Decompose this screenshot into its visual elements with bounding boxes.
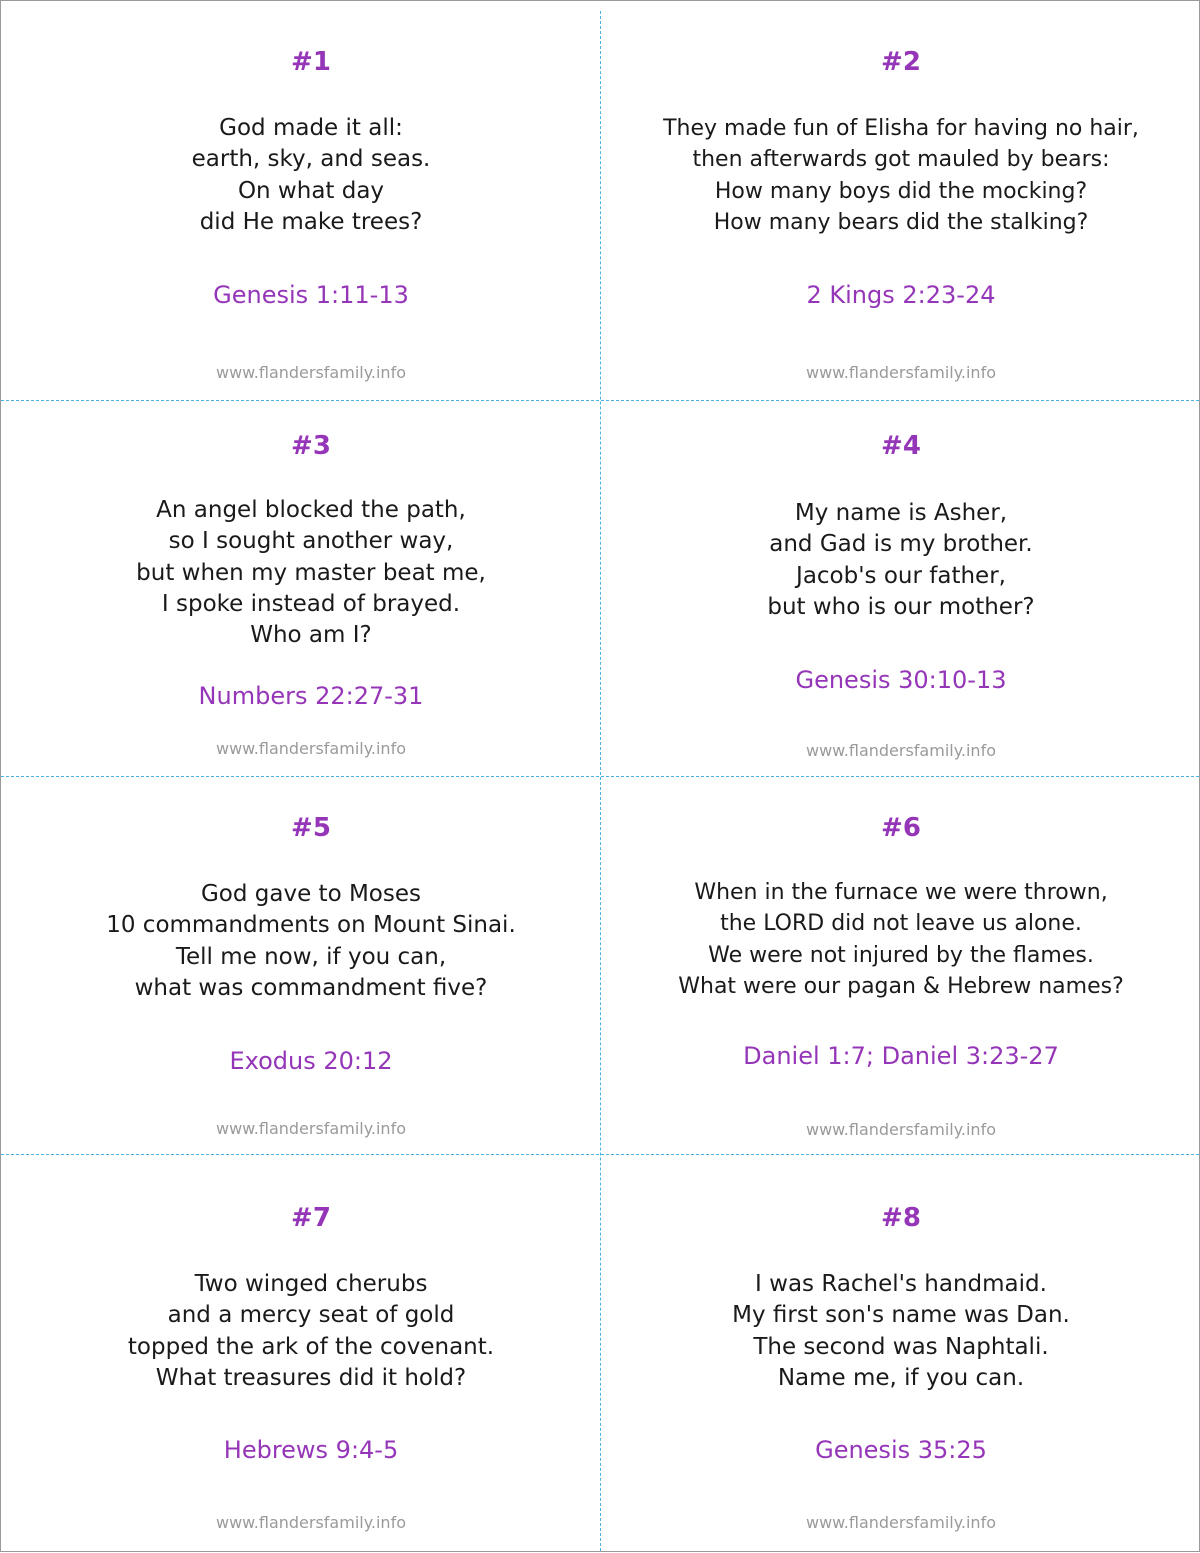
verse-line: How many bears did the stalking?	[713, 209, 1089, 235]
website-label: www.flandersfamily.info	[215, 1119, 406, 1138]
verse-line: My name is Asher,	[794, 500, 1008, 526]
verse-line: so I sought another way,	[168, 528, 454, 555]
verse-line: but when my master beat me,	[136, 559, 486, 586]
verse-line: topped the ark of the covenant.	[127, 1333, 495, 1360]
riddle-card-2	[601, 1, 1200, 400]
verse-line: What were our pagan & Hebrew names?	[678, 973, 1124, 999]
verse-line: 10 commandments on Mount Sinai.	[106, 912, 516, 939]
scripture-reference: Genesis 30:10-13	[795, 666, 1007, 694]
verse-line: I spoke instead of brayed.	[161, 590, 461, 617]
riddle-verse	[11, 879, 611, 1004]
verse-line: The second was Naphtali.	[753, 1333, 1049, 1360]
verse-line: My first son's name was Dan.	[732, 1302, 1070, 1329]
verse-line: Tell me now, if you can,	[175, 943, 447, 970]
verse-line: I was Rachel's handmaid.	[755, 1271, 1047, 1297]
card-number: #3	[291, 431, 331, 461]
card-number: #5	[291, 813, 331, 843]
riddle-verse	[601, 113, 1200, 238]
riddle-verse	[601, 1269, 1200, 1394]
card-number: #1	[291, 47, 331, 77]
scripture-reference: Genesis 35:25	[815, 1436, 987, 1464]
card-number: #6	[881, 813, 921, 843]
website-label: www.flandersfamily.info	[805, 363, 996, 382]
verse-line: On what day	[237, 177, 385, 204]
verse-line: Jacob's our father,	[796, 562, 1006, 589]
card-number: #8	[881, 1203, 921, 1233]
riddle-card-7	[11, 1154, 611, 1553]
verse-line: Two winged cherubs	[194, 1271, 428, 1297]
card-number: #7	[291, 1203, 331, 1233]
verse-line: Name me, if you can.	[777, 1364, 1025, 1391]
website-label: www.flandersfamily.info	[805, 1120, 996, 1139]
verse-line: What treasures did it hold?	[155, 1364, 467, 1391]
verse-line: Who am I?	[250, 622, 372, 649]
verse-line: God gave to Moses	[200, 881, 421, 907]
verse-line: How many boys did the mocking?	[714, 178, 1088, 204]
verse-line: earth, sky, and seas.	[191, 146, 431, 173]
riddle-verse	[11, 495, 611, 651]
riddle-verse	[11, 1269, 611, 1394]
verse-line: then afterwards got mauled by bears:	[692, 147, 1110, 173]
scripture-reference: Numbers 22:27-31	[198, 682, 424, 710]
scripture-reference: Exodus 20:12	[229, 1047, 393, 1075]
verse-line: but who is our mother?	[767, 593, 1035, 620]
riddle-card-6	[601, 776, 1200, 1154]
verse-line: An angel blocked the path,	[156, 497, 466, 523]
riddle-card-8	[601, 1154, 1200, 1553]
verse-line: the LORD did not leave us alone.	[720, 911, 1082, 937]
website-label: www.flandersfamily.info	[215, 739, 406, 758]
riddle-verse	[11, 113, 611, 238]
verse-line: They made fun of Elisha for having no hair,	[663, 116, 1139, 141]
verse-line: God made it all:	[219, 115, 403, 141]
scripture-reference: Genesis 1:11-13	[213, 281, 409, 309]
verse-line: did He make trees?	[199, 208, 423, 235]
scripture-reference: 2 Kings 2:23-24	[806, 281, 996, 309]
card-number: #2	[881, 47, 921, 77]
riddle-verse	[601, 877, 1200, 1002]
website-label: www.flandersfamily.info	[215, 1513, 406, 1532]
website-label: www.flandersfamily.info	[805, 741, 996, 760]
riddle-verse	[601, 498, 1200, 623]
verse-line: and a mercy seat of gold	[167, 1302, 455, 1329]
verse-line: We were not injured by the flames.	[708, 942, 1094, 968]
website-label: www.flandersfamily.info	[805, 1513, 996, 1532]
riddle-card-3	[11, 400, 611, 776]
verse-line: and Gad is my brother.	[769, 531, 1033, 558]
card-number: #4	[881, 431, 921, 461]
verse-line: When in the furnace we were thrown,	[694, 880, 1108, 905]
verse-line: what was commandment five?	[134, 974, 488, 1001]
website-label: www.flandersfamily.info	[215, 363, 406, 382]
riddle-card-4	[601, 400, 1200, 776]
riddle-card-5	[11, 776, 611, 1154]
riddle-card-1	[11, 1, 611, 400]
scripture-reference: Daniel 1:7; Daniel 3:23-27	[743, 1042, 1059, 1070]
scripture-reference: Hebrews 9:4-5	[223, 1436, 399, 1464]
